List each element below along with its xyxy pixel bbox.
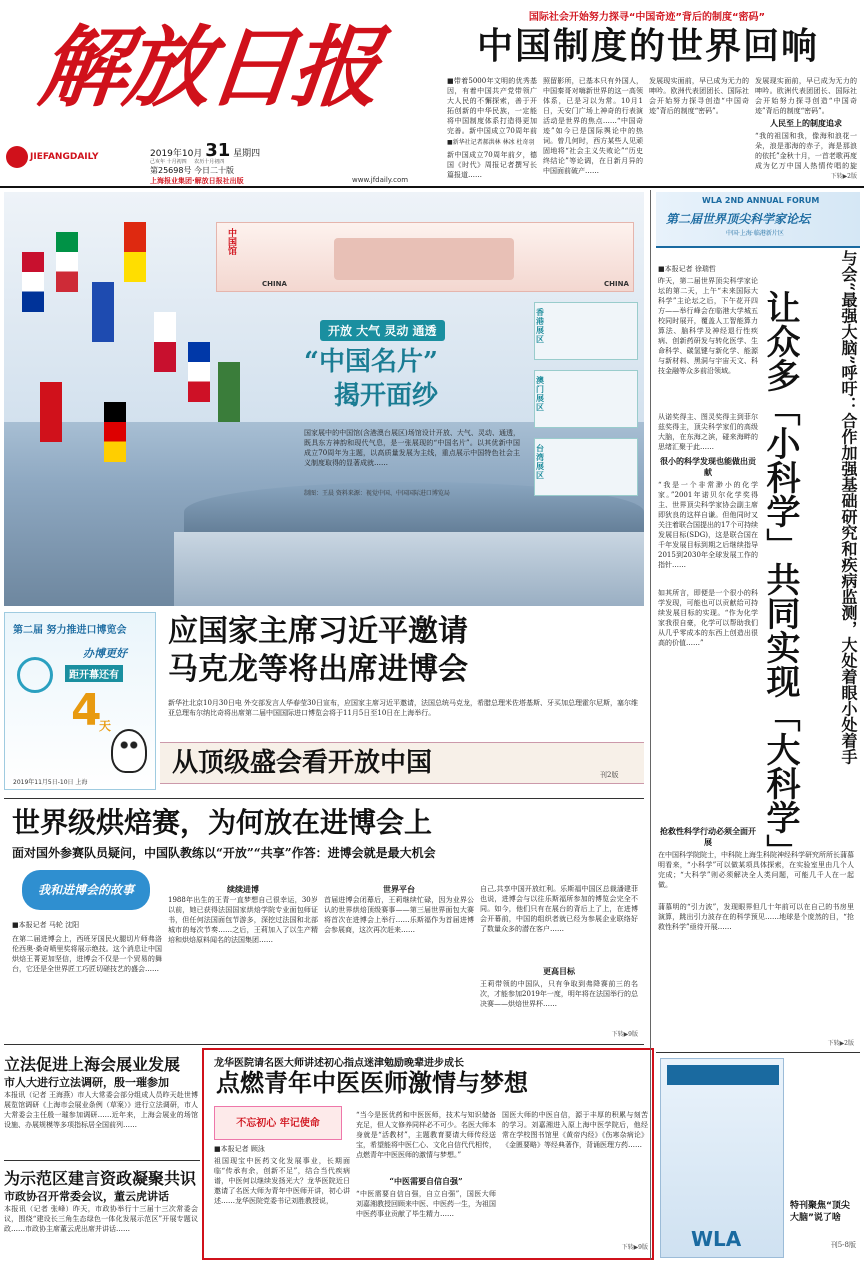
date-year-month: 2019年10月 [150,149,203,159]
baking-story [4,802,644,1042]
badge-title: 第二届 努力推进口博览会 [13,625,127,636]
baking-byline: ■本报记者 马轮 沈阳 [12,921,80,929]
side-label-1: 香港展区 [536,308,544,344]
macron-more[interactable]: 刊2版 [600,771,619,779]
tcm-more[interactable]: 下转▶9版 [621,1244,648,1251]
top-story [433,4,861,182]
forum-sh1: 很小的科学发现也能做出贡献 [660,456,756,477]
photo-credit: 制图：王晨 资料来源：视觉中国、中国国际进口博览局 [304,490,450,497]
photo-title-2: 揭开面纱 [334,381,439,411]
publisher-line: 上海报业集团·解放日报社出版 [150,177,244,185]
top-story-col3b: “我的祖国和我，像海和浪花一朵，浪是那海的赤子，海是那浪的依托”金秋十月，一首老歌再度成为亿万中国人热情传唱的旋 [755,132,857,170]
badge-unit: 天 [99,719,112,733]
issue-number: 第25698号 今日二十版 [150,166,234,175]
top-story-more[interactable]: 下转▶2版 [830,173,857,180]
forum-headline[interactable]: 让众多「小科学」共同实现「大科学」 [760,290,800,868]
badge-slogan-1: 办博更好 [83,647,127,660]
expo-countdown-badge [4,612,156,790]
forum-more[interactable]: 下转▶2版 [827,1040,854,1047]
side-label-2: 澳门展区 [536,376,544,412]
baking-col1: 在第二届进博会上，西班牙国民火腿切片师弗洛伦西奥·桑奇喷里奖将展示绝技。这个消息让中国烘焙王菁更加坚信，进博会不仅是一个贸易的舞台，它还是全世界匠工巧匠切磋技艺的盛会…… [12,935,162,973]
logo-emblem-icon [6,146,28,168]
top-story-col1: ■带着5000年文明的优秀基因，有着中国共产党带领广大人民的不懈探索，善于开拓创新的中华民族，一定能将中国制度体系打造得更加完善。新中国成立70周年前 [447,77,537,134]
macron-body: 新华社北京10月30日电 外交部发言人华春莹30日宣布，应国家主席习近平邀请，法国总统马克龙，希腊总理米佐塔基斯、牙买加总理霍尔尼斯，塞尔维亚总理布尔纳比奇将出席第二届中国国际进口博览会将于11月5日至10日在上海举行。 [168,699,638,717]
top-story-byline: ■新华社记者郝洪林 林冰 杜奇羽 [447,139,535,146]
newspaper-logo: 解放日报 [34,15,382,119]
photo-pill: 开放 大气 灵动 通透 [320,320,445,341]
forum-promo-divider [656,1052,860,1053]
consultation-deck: 市政协召开常委会议，董云虎讲话 [4,1190,169,1203]
tcm-byline: ■本报记者 顾泳 [214,1145,265,1153]
website-link[interactable]: www.jfdaily.com [352,176,409,184]
top-story-headline[interactable]: 中国制度的世界回响 [476,25,819,67]
baking-h3: 世界平台 [383,884,415,894]
forum-col3: 如其所言，即便是一个很小的科学发现，可能也可以贡献给可持续发展目标的实现。“作为化学家我很自豪，化学可以帮助我们从几乎零成本的东西上创造出很高的价值……” [658,589,758,647]
legislation-body: 本报讯（记者 王海燕）市人大常委会部分组成人员昨天赴世博展览馆调研《上海市会展业条例（草案）》进行立法调研，市人大常委会主任殷一璀参加调研……近年来，上海会展业的场馆设施、办展规模等多项指标居全国前列…… [4,1091,198,1129]
forum-promo-mini-banner [667,1065,779,1085]
legislation-deck: 市人大进行立法调研，殷一璀参加 [4,1076,169,1089]
macron-story [160,612,644,792]
consultation-headline[interactable]: 为示范区建言资政凝聚共识 [4,1169,197,1188]
forum-kicker-vertical: 与会“最强大脑”呼吁：合作加强基础研究和疾病监测，大处着眼小处着手 [839,250,858,765]
section-divider-1 [4,798,644,799]
date-weekday: 星期四 [233,149,261,159]
china-tag-2: CHINA [604,280,629,288]
macron-subhead[interactable]: 从顶级盛会看开放中国 [172,748,433,778]
forum-col1: 昨天，第二届世界顶尖科学家论坛的第二天，上午“未来国际大科学”主论坛之后，下午花开四方——举行峰会在临港大学城五校同时展开，覆盖人工智能算力算法、脑科学及神经退行性疾病、创新药研发与转化医学、生命科学、碳氢键与新化学、能源与新材料、黑洞与宇宙天文、科技金融等众多前沿领域。 [658,277,758,375]
flag-9 [104,402,126,462]
top-story-col2: 照留影所，已基本只有外国人，中国秦哥对嗨新世界的这一高领体系，已是习以为常。10月1日，天安门广场上神奇的行表演活动是世界的焦点……“中国奇迹”如今已是国际舆论中的热词。曾几何时，西方某些人见顽固地将“社会主义失败论”“历史终结论”等论调，在日新月异的中国面前破产…… [543,77,643,175]
baking-col4-wrap [480,884,638,1038]
masthead-divider [0,186,864,188]
forum-promo-wla: WLA [691,1227,742,1251]
top-story-col1b: 新中国成立70周年前夕，德国《时代》周报记者撰写长篇报道…… [447,151,537,179]
baking-col2: 1988年出生的王青一直梦想自己很幸运，30岁以前，她已获得法国国家烘焙学院专业面包师证书，但任何法国面包节游多，深挖过法国和北部城市的每次节奏……之后，王莉加入了以生产精培和烘焙原料闻名的法国集团…… [168,896,318,944]
baking-deck: 面对国外参赛队员疑问，中国队教练以“开放”“共享”作答：进博会就是最大机会 [12,846,436,860]
top-story-col3-intro: 发展现实面前，早已成为无力的呻吟。欧洲代表团团长、国际社会开始努力探寻创造“中国奇迹”背后的制度“密码”。 [755,77,857,115]
forum-banner-cn: 第二届世界顶尖科学家论坛 [666,212,811,226]
photo-title-1: “中国名片” [304,347,438,377]
baking-col2-wrap [168,884,318,1038]
lunar-date-2: 农历十月初四 [194,159,225,165]
macron-headline-1[interactable]: 应国家主席习近平邀请 [168,614,468,649]
tcm-col2-wrap [356,1110,496,1256]
consultation-body: 本报讯（记者 张峰）昨天，市政协举行十三届十三次常委会议，围绕“建设长三角生态绿色一体化发展示范区”开展专题议政……市政协主席董云虎出席并讲话…… [4,1205,198,1233]
flag-7 [218,362,240,422]
side-label-3: 台湾展区 [536,444,544,480]
tcm-col2: “当今是医优药和中医医师，技术与知识储备充足，但人文修养同样必不可少。名医大师本身就是“活教材”，主题教育要请大师传经送宝，希望能将中医仁心、文化自信代代相传，点燃青年中医医师的激情与梦想。” [356,1111,496,1159]
lunar-date [150,158,224,165]
flag-3 [92,282,114,342]
baking-col3: 首届进博会闭幕后，王莉继续忙碌，因为业界公认的世界烘焙顶级赛事——第三届世界面包大赛将首次在进博会上举行……乐斯福作为首届进博会参展商，这次再次赶来…… [324,896,474,934]
pavilion-model [334,238,514,280]
forum-banner-en: WLA 2ND ANNUAL FORUM [702,196,820,205]
badge-date: 2019年11月5日-10日 上海 [13,779,88,786]
section-divider-3 [4,1160,200,1161]
forum-col2: “我是一个非常渺小的化学家。”2001年诺贝尔化学奖得主、世界顶尖科学家协会副主席即狄良的这样自谦。但他同时又关注着联合国提出的17个可持续发展目标(SDG)，这是联合国在千年发展目标到期之后继续指导2015到2030年全球发展工作的指针…… [658,481,758,569]
flag-5 [154,312,176,372]
baking-more[interactable]: 下转▶9版 [611,1031,638,1038]
forum-banner-sub: 中国·上海·临港新片区 [726,230,784,237]
legislation-story [4,1050,200,1158]
lunar-date-1: 己亥年 十月初四 [150,159,187,165]
forum-col1b: 从诺奖得主、图灵奖得主到菲尔兹奖得主，顶尖科学家们的高级大脑，在东海之滨，碰来海畔的思绪汇聚于此…… [658,413,758,451]
baking-headline[interactable]: 世界级烘焙赛，为何放在进博会上 [12,806,433,839]
tcm-h2: “中医需要自信自强” [389,1176,463,1186]
story-badge: 我和进博会的故事 [22,870,150,910]
top-story-kicker: 国际社会开始努力探寻“中国奇迹”背后的制度“密码” [528,12,766,23]
expo-logo-icon [17,657,53,693]
flag-6 [188,342,210,402]
section-divider-2 [4,1044,644,1045]
flag-1 [22,252,44,312]
forum-sh2: 抢救性科学行动必须全面开展 [660,826,756,847]
top-story-col3-wrap [755,76,857,180]
badge-slogan-2: 距开幕还有 [65,665,123,682]
baking-h2: 续续进博 [227,884,259,894]
flag-2 [56,232,78,292]
tcm-story [202,1048,654,1260]
right-column-divider [650,190,651,1260]
baking-col3-wrap [324,884,474,1038]
tcm-col3-wrap [502,1110,648,1256]
panda-mascot-icon [111,729,147,773]
baking-h4: 更高目标 [543,966,575,976]
pavilion-label: 中国馆 [226,228,236,255]
top-story-subheading: 人民至上的制度追求 [770,118,842,128]
forum-col5: 蒲慕明的“引力波”，发现眼界但几十年前可以在自己的书房里演算，跳出引力波存在的科学预见……地球是个庞然的目，“抢救性科学”亟待开展…… [658,903,854,931]
logo-brand: JIEFANGDAILY [30,152,99,162]
top-story-col3: 发展现实面前，早已成为无力的呻吟。欧洲代表团团长、国际社会开始努力探寻创造“中国奇迹”背后的制度“密码”。 [649,77,749,115]
forum-col4: 在中国科学院院士，中科院上海生科院神经科学研究所所长蒲慕明看来，“小科学”可以做某项具体探索，在实验室里由几个人完成；“大科学”则必须解决全人类问题，可能几千人在一起做。 [658,851,854,889]
tcm-badge-text: 不忘初心 牢记使命 [236,1118,320,1129]
legislation-headline[interactable]: 立法促进上海会展业发展 [4,1055,181,1074]
macron-headline-2[interactable]: 马克龙等将出席进博会 [168,652,468,687]
baking-col4: 自己,共享中国开放红利。乐斯福中国区总裁潘建菲也说，进博会与以往乐斯福所参加的博览会完全不同。如今，他们只有在展台的背后上了上，在进博会开幕前，中国的组织者就已经为参展企业联络好了数量众多的潜在客户…… [480,885,638,933]
forum-banner [656,192,860,248]
baking-col4b: 王莉带领的中国队，只有争取到弗降赛前三的名次，才能参加2019年一度，明年将在法国举行的总决赛——烘焙世界杯…… [480,980,638,1008]
expo-photo [4,192,644,606]
flag-8 [40,382,62,442]
forum-promo-more[interactable]: 刊5-8版 [830,1241,856,1249]
forum-promo-caption: 特刊聚焦“顶尖大脑”说了啥 [790,1201,850,1223]
tcm-col1: 祖国现宝中医药文化发展事业，长期面临“传承有余，创新不足”，结合当代疾病谱，中医何以继续发扬光大？龙华医院近日邀请了名医大师为青年中医师开讲，初心讲述……龙华医院党委书记刘胜教授说， [214,1157,350,1205]
date-day: 31 [205,140,231,161]
tcm-col2b: “中医需要自信自强，自立自强”，国医大师刘嘉湘教授回顾来中医、中医药一生，为祖国中医药事业贡献了毕生精力…… [356,1190,496,1218]
tcm-col3: 国医大师的中医自信，源于丰厚的积累与刻苦的学习。刘嘉湘进入原上海中医学院后，他经常在学校图书馆里《黄帝内经》《伤寒杂病论》《金匮要略》等经典著作，背诵医理方药…… [502,1111,648,1149]
flag-4 [124,222,146,282]
side-labels [534,302,638,502]
consultation-story [4,1164,200,1260]
tcm-badge [214,1106,342,1140]
photo-caption: 国家展中的中国馆(含港澳台展区)场馆设计开放、大气、灵动、通透，既具东方神韵和现代气息，是一张展现的“中国名片”。以其优新中国成立70周年为主题，以高质量发展为主线，重点展示中国特色社会主义制度取得的显著成就…… [304,429,520,467]
china-tag-1: CHINA [262,280,287,288]
forum-byline: ■本报记者 徐瑞哲 [658,265,716,273]
masthead [0,0,430,185]
tcm-kicker: 龙华医院请名医大师讲述初心指点迷津勉励晚辈进步成长 [214,1058,464,1069]
badge-days: 4 [71,685,102,736]
forum-promo-image [660,1058,784,1258]
tcm-headline[interactable]: 点燃青年中医医师激情与梦想 [216,1068,528,1097]
